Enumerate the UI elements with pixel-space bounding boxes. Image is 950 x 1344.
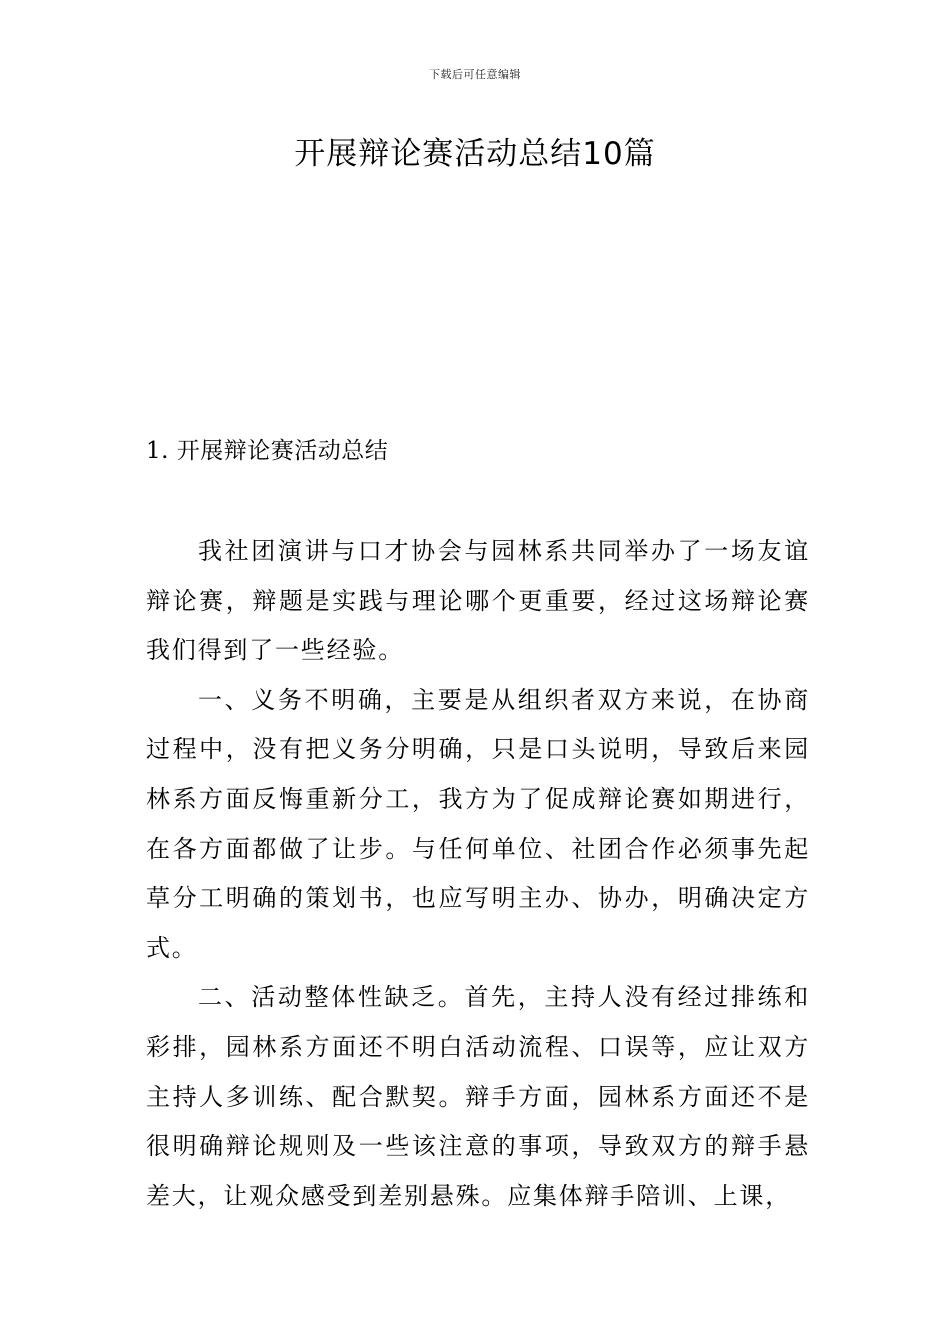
body-text: [146, 527, 810, 1221]
section-heading: 1. 开展辩论赛活动总结: [146, 438, 389, 464]
paragraph-point-two: 二、活动整体性缺乏。首先，主持人没有经过排练和彩排，园林系方面还不明白活动流程、口误等，应让双方主持人多训练、配合默契。辩手方面，园林系方面还不是很明确辩论规则及一些该注意的事项，导致双方的辩手悬差大，让观众感受到差别悬殊。应集体辩手陪训、上课，: [146, 983, 810, 1210]
document-title: 开展辩论赛活动总结10篇: [294, 136, 656, 172]
header-note: 下载后可任意编辑: [429, 68, 521, 81]
paragraph-intro: 我社团演讲与口才协会与园林系共同举办了一场友谊辩论赛，辩题是实践与理论哪个更重要，经过这场辩论赛我们得到了一些经验。: [146, 537, 810, 665]
paragraph-point-one: 一、义务不明确，主要是从组织者双方来说，在协商过程中，没有把义务分明确，只是口头说明，导致后来园林系方面反悔重新分工，我方为了促成辩论赛如期进行，在各方面都做了让步。与任何单位、社团合作必须事先起草分工明确的策划书，也应写明主办、协办，明确决定方式。: [146, 685, 810, 962]
